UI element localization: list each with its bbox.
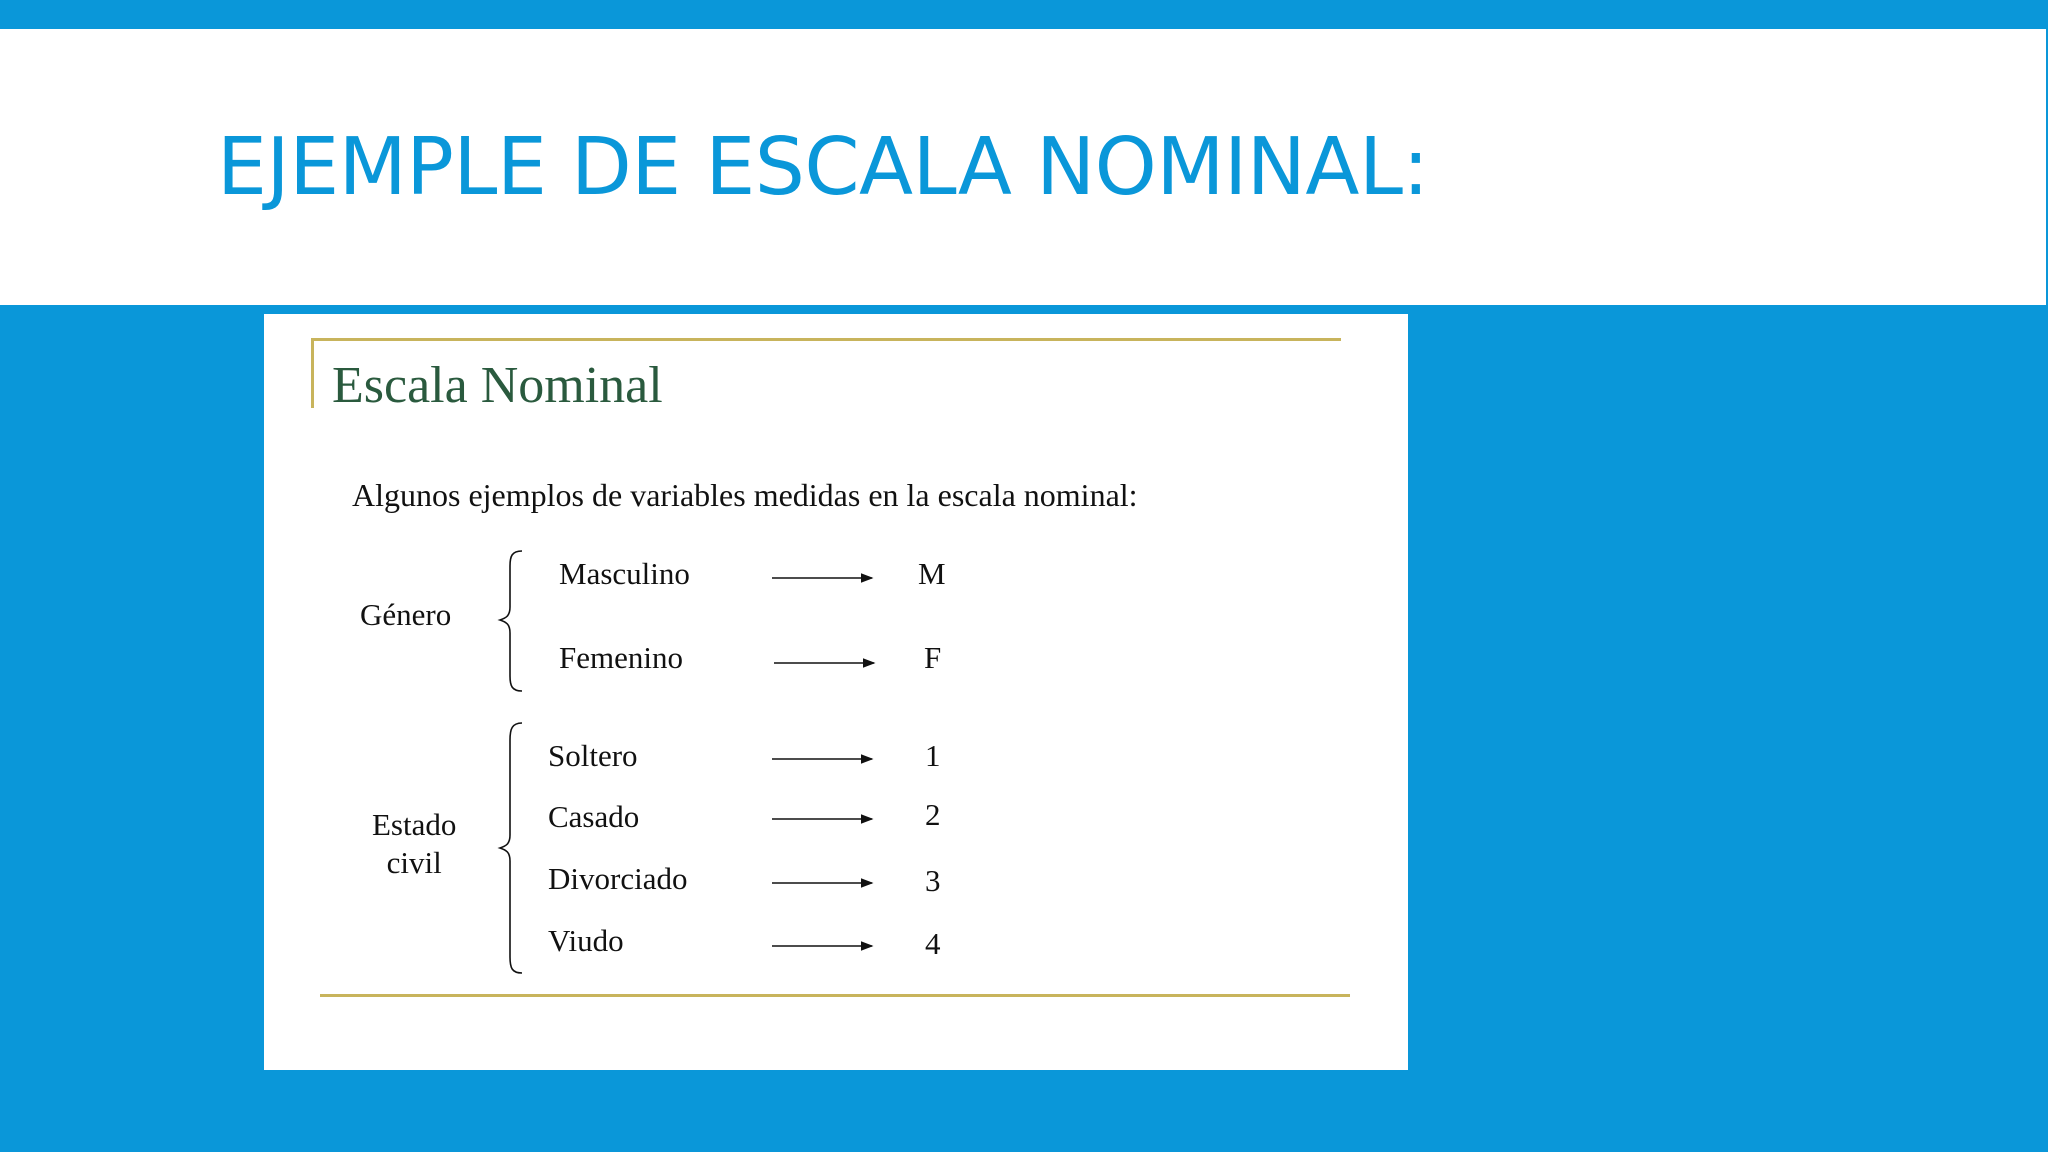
value-soltero: Soltero <box>548 738 638 773</box>
figure-content <box>264 314 1408 1070</box>
code-4: 4 <box>925 926 941 961</box>
code-1: 1 <box>925 738 941 773</box>
value-viudo: Viudo <box>548 923 624 958</box>
value-casado: Casado <box>548 799 640 834</box>
value-femenino: Femenino <box>559 640 683 675</box>
value-masculino: Masculino <box>559 556 690 591</box>
code-2: 2 <box>925 797 941 832</box>
figure-marks <box>264 314 1408 1070</box>
code-m: M <box>918 556 946 591</box>
group-label-line: Estado <box>372 807 457 842</box>
brace-genero <box>500 551 522 691</box>
code-f: F <box>924 640 942 675</box>
slide-title: EJEMPLE DE ESCALA NOMINAL: <box>217 121 1429 213</box>
figure-image <box>264 314 1408 1070</box>
value-divorciado: Divorciado <box>548 861 688 896</box>
figure-title: Escala Nominal <box>332 357 663 414</box>
brace-estado-civil <box>500 723 522 973</box>
figure-intro: Algunos ejemplos de variables medidas en la escala nominal: <box>352 477 1138 513</box>
group-label-line: civil <box>386 845 442 880</box>
code-3: 3 <box>925 863 941 898</box>
group-label-line: Género <box>360 597 452 632</box>
